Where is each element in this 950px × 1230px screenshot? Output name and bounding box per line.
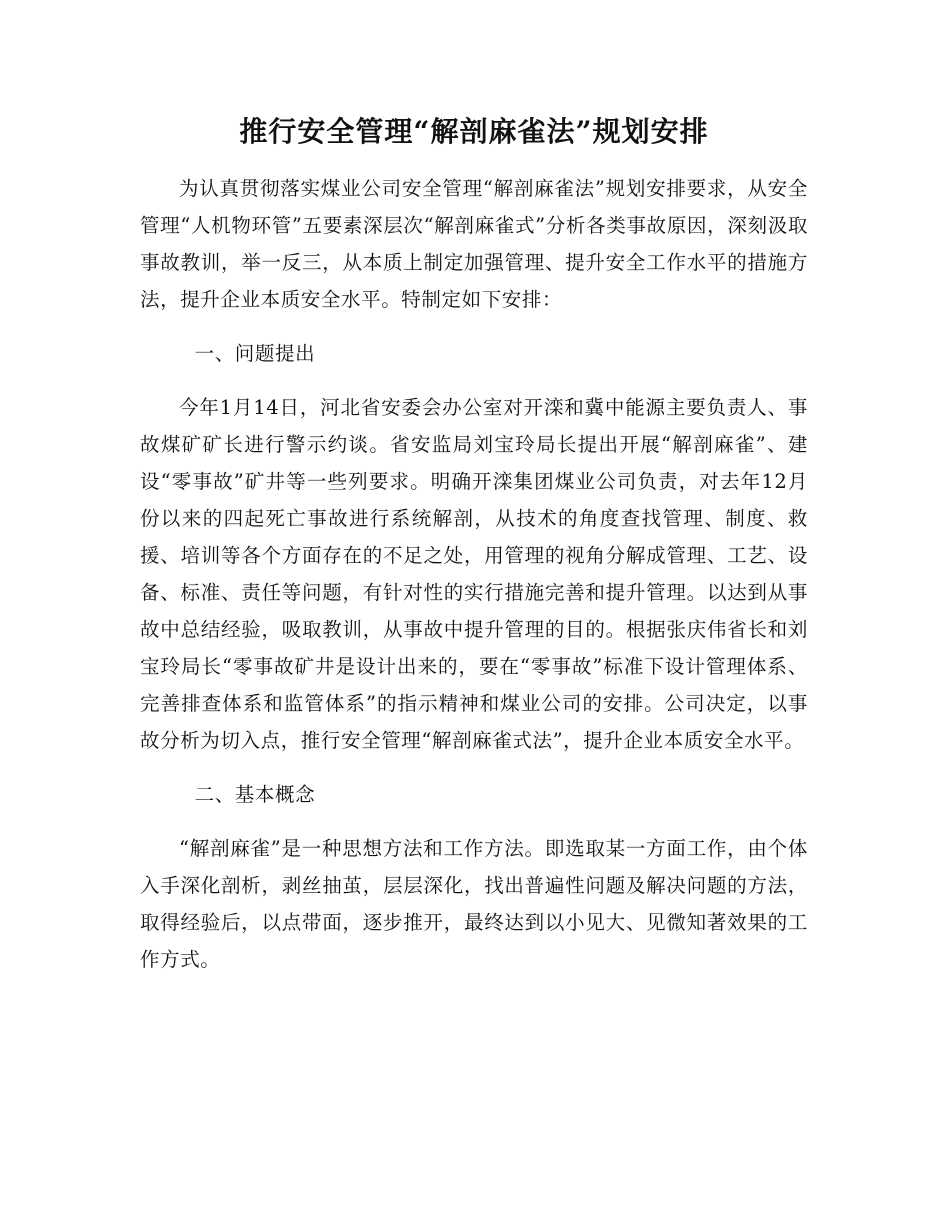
section-2-heading: 二、基本概念 bbox=[194, 783, 316, 806]
document-title: 推行安全管理“解剖麻雀法”规划安排 bbox=[239, 115, 709, 148]
document-page bbox=[140, 108, 808, 978]
section-1-heading: 一、问题提出 bbox=[194, 342, 316, 365]
intro-paragraph: 为认真贯彻落实煤业公司安全管理“解剖麻雀法”规划安排要求，从安全管理“人机物环管”五要素深层次“解剖麻雀式”分析各类事故原因，深刻汲取事故教训，举一反三，从本质上制定加强管理、提升安全工作水平的措施方法，提升企业本质安全水平。特制定如下安排： bbox=[140, 177, 808, 311]
section-2-body: “解剖麻雀”是一种思想方法和工作方法。即选取某一方面工作，由个体入手深化剖析，剥丝抽茧，层层深化，找出普遍性问题及解决问题的方法，取得经验后，以点带面，逐步推开，最终达到以小见大、见微知著效果的工作方式。 bbox=[140, 837, 808, 971]
section-1-body: 今年1月14日，河北省安委会办公室对开滦和冀中能源主要负责人、事故煤矿矿长进行警示约谈。省安监局刘宝玲局长提出开展“解剖麻雀”、建设“零事故”矿井等一些列要求。明确开滦集团煤业公司负责，对去年12月份以来的四起死亡事故进行系统解剖，从技术的角度查找管理、制度、救援、培训等各个方面存在的不足之处，用管理的视角分解成管理、工艺、设备、标准、责任等问题，有针对性的实行措施完善和提升管理。以达到从事故中总结经验，吸取教训，从事故中提升管理的目的。根据张庆伟省长和刘宝玲局长“零事故矿井是设计出来的，要在“零事故”标准下设计管理体系、完善排查体系和监管体系”的指示精神和煤业公司的安排。公司决定，以事故分析为切入点，推行安全管理“解剖麻雀式法”，提升企业本质安全水平。 bbox=[140, 396, 808, 752]
